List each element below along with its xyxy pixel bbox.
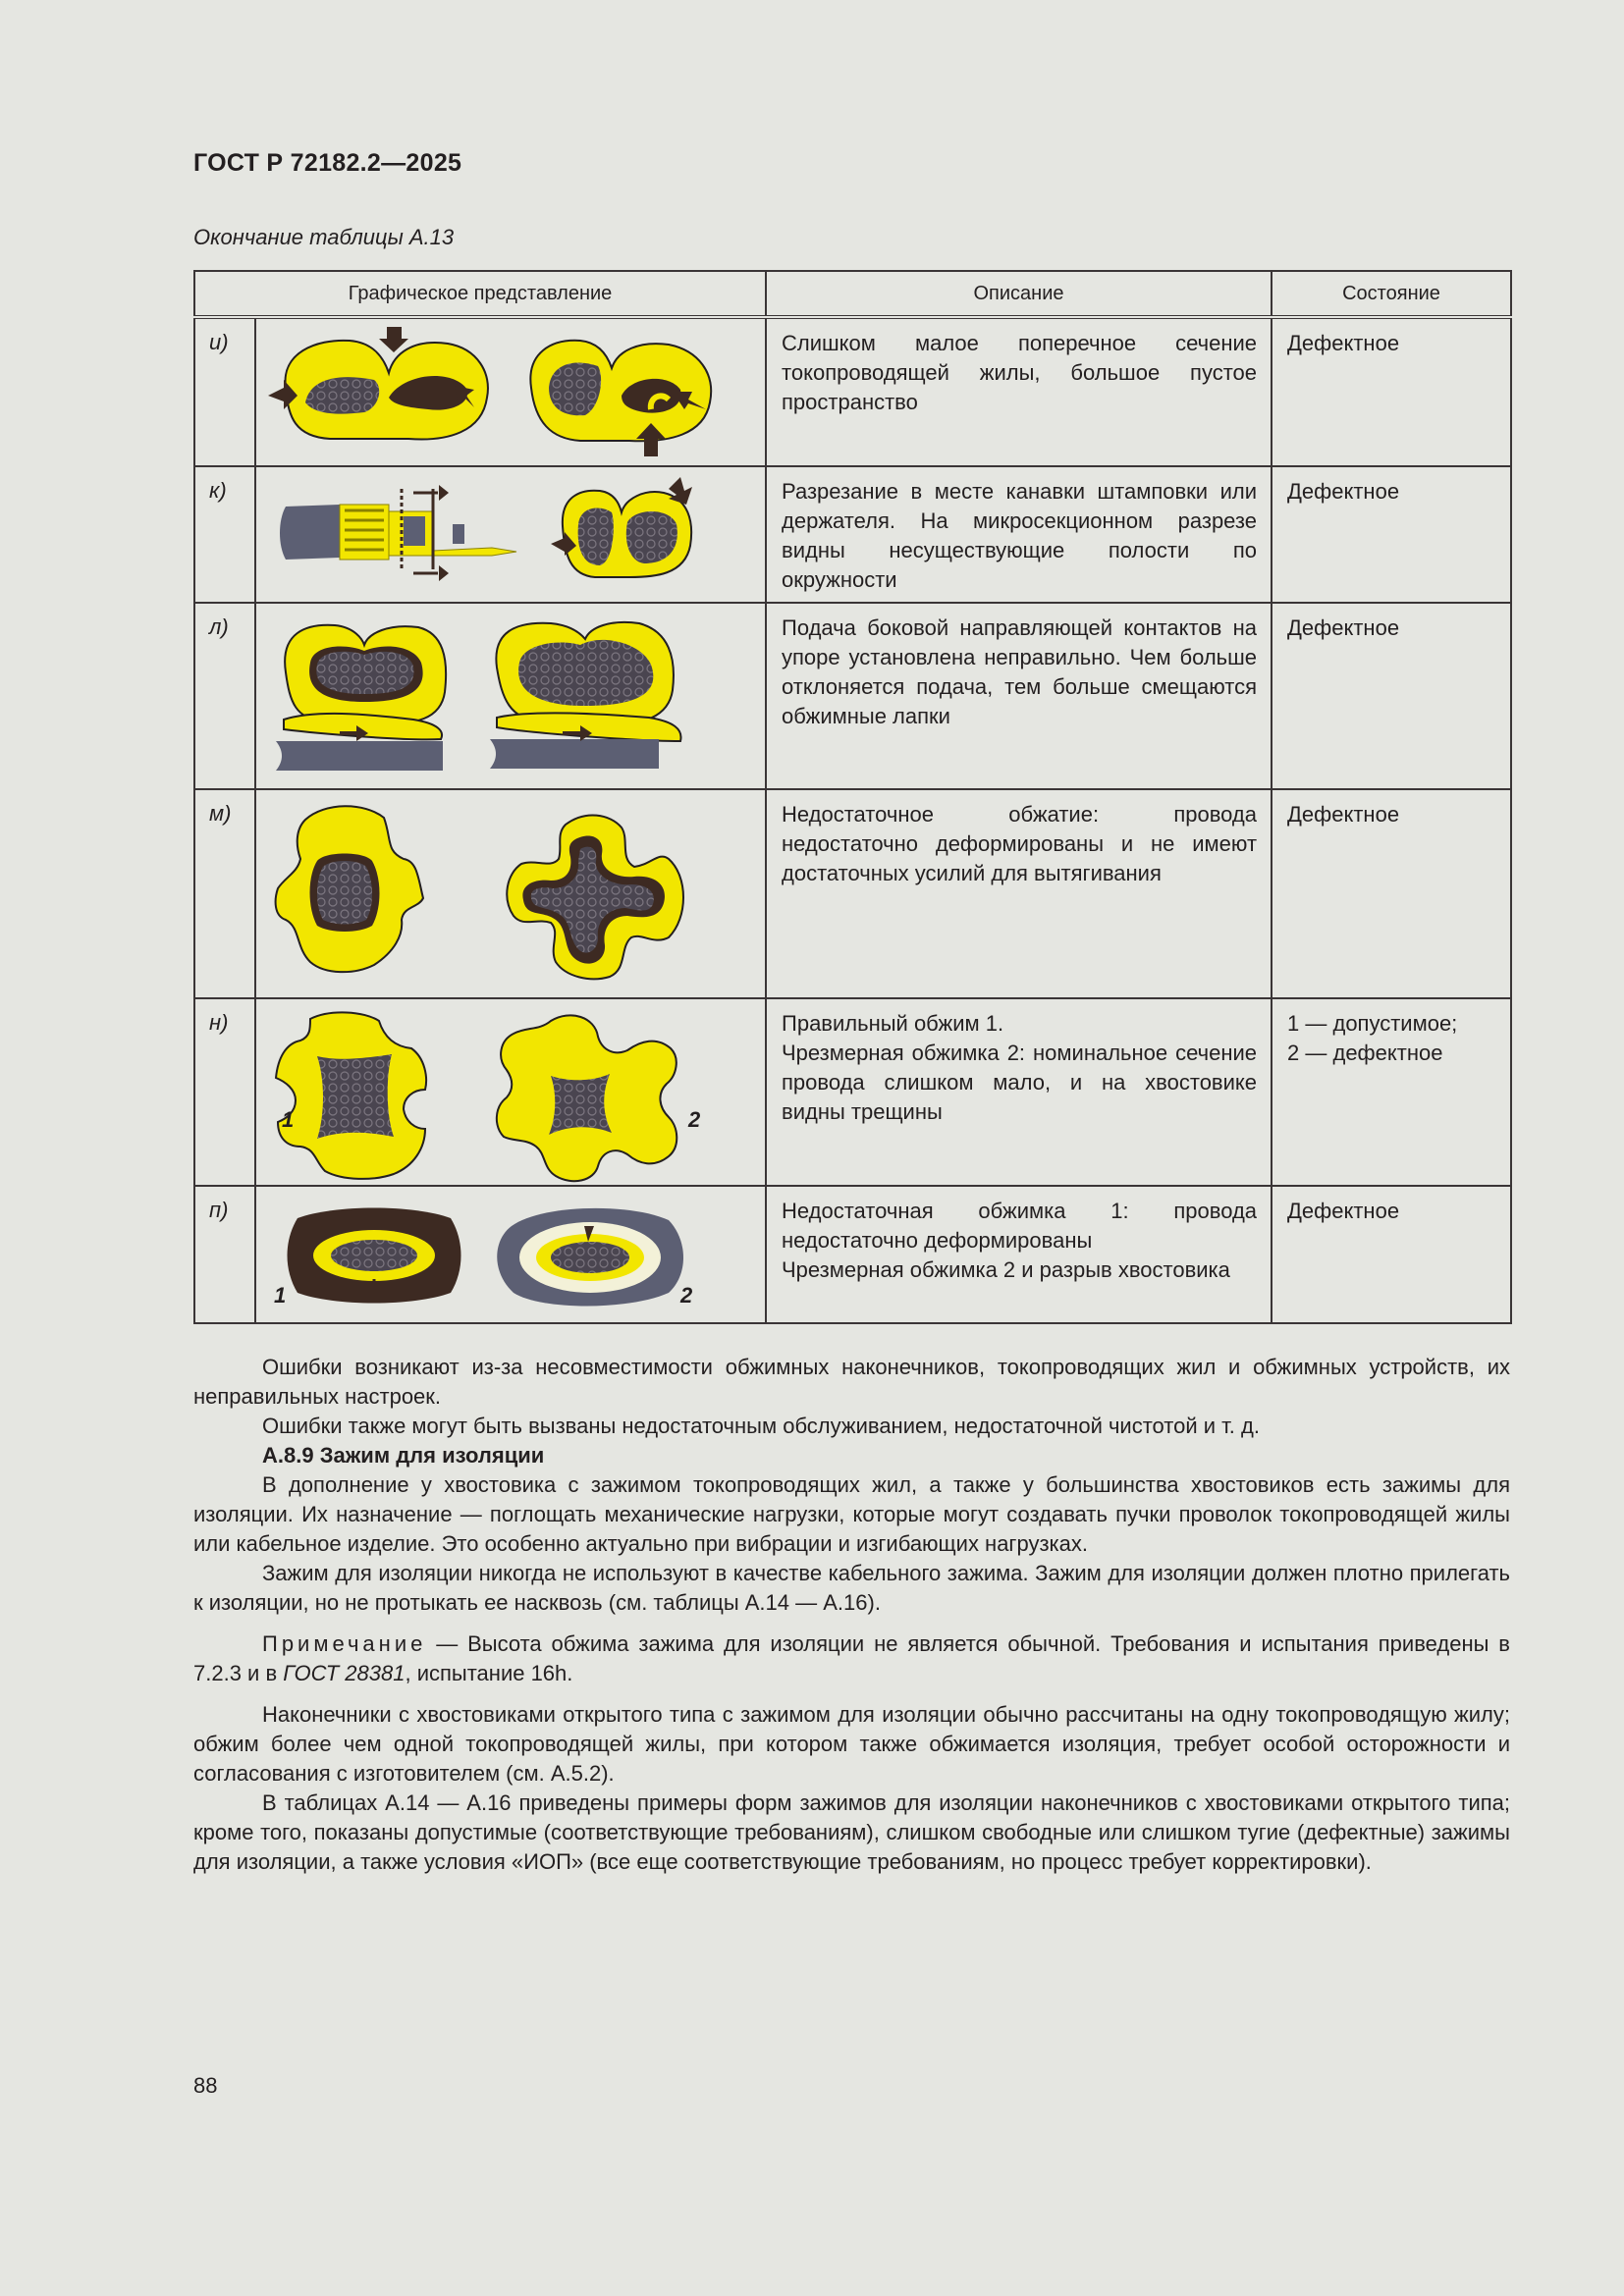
table-row bbox=[194, 998, 1511, 1186]
note bbox=[193, 1629, 1510, 1688]
figure-insufficient-vs-rupture bbox=[255, 1186, 766, 1323]
defects-table bbox=[193, 270, 1512, 1324]
row-state: Дефектное bbox=[1272, 603, 1511, 789]
figure-small-conductor bbox=[255, 317, 766, 466]
row-description: Подача боковой направляющей контактов на упоре установлена неправильно. Чем больше отклоняется подача, тем больше смещаются обжимные лапки bbox=[766, 603, 1272, 789]
table-row bbox=[194, 789, 1511, 998]
paragraph: В дополнение у хвостовика с зажимом токопроводящих жил, а также у большинства хвостовиков есть зажимы для изоляции. Их назначение — поглощать механические нагрузки, которые могут создавать пучки проволок токопроводящей жилы или кабельное изделие. Это особенно актуально при вибрации и изгибающих нагрузках. bbox=[193, 1472, 1510, 1556]
figure-correct-vs-excessive-drawing bbox=[256, 999, 763, 1183]
figure-wrong-feed-drawing bbox=[256, 604, 763, 786]
figure-small-conductor-drawing bbox=[256, 319, 763, 464]
row-description: Слишком малое поперечное сечение токопроводящей жилы, большое пустое пространство bbox=[766, 317, 1272, 466]
col-header-graphic: Графическое представление bbox=[194, 271, 766, 317]
row-state-line-2: 2 — дефектное bbox=[1287, 1041, 1443, 1065]
figure-label-1: 1 bbox=[274, 1283, 287, 1308]
row-state bbox=[1272, 998, 1511, 1186]
col-header-state: Состояние bbox=[1272, 271, 1511, 317]
row-description bbox=[766, 998, 1272, 1186]
figure-label-1: 1 bbox=[282, 1107, 295, 1132]
row-label: п) bbox=[194, 1186, 255, 1323]
page-number: 88 bbox=[193, 2073, 218, 2098]
figure-insufficient-crimp-drawing bbox=[256, 790, 763, 995]
section-heading: А.8.9 Зажим для изоляции bbox=[262, 1443, 545, 1468]
row-label: к) bbox=[194, 466, 255, 603]
body-text bbox=[193, 1353, 1510, 1877]
document-header: ГОСТ Р 72182.2—2025 bbox=[193, 149, 462, 177]
paragraph: Наконечники с хвостовиками открытого типа с зажимом для изоляции обычно рассчитаны на одну токопроводящую жилу; обжим более чем одной токопроводящей жилы, при котором также обжимается изоляция, требует особой осторожности и согласования с изготовителем (см. А.5.2). bbox=[193, 1702, 1510, 1786]
figure-label-2: 2 bbox=[688, 1107, 701, 1132]
table-header-row bbox=[194, 271, 1511, 317]
note-text-end: , испытание 16h. bbox=[405, 1661, 573, 1685]
row-description: Разрезание в месте канавки штамповки или держателя. На микросекционном разрезе видны несуществующие полости по окружности bbox=[766, 466, 1272, 603]
figure-label-2: 2 bbox=[680, 1283, 693, 1308]
row-state: Дефектное bbox=[1272, 1186, 1511, 1323]
figure-cut-at-groove bbox=[255, 466, 766, 603]
table-row bbox=[194, 1186, 1511, 1323]
row-label: л) bbox=[194, 603, 255, 789]
row-state: Дефектное bbox=[1272, 317, 1511, 466]
paragraph: Ошибки возникают из-за несовместимости обжимных наконечников, токопроводящих жил и обжимных устройств, их неправильных настроек. bbox=[193, 1355, 1510, 1409]
note-label: Примечание bbox=[262, 1631, 427, 1656]
table-row bbox=[194, 603, 1511, 789]
row-state: Дефектное bbox=[1272, 789, 1511, 998]
col-header-description: Описание bbox=[766, 271, 1272, 317]
figure-insufficient-crimp bbox=[255, 789, 766, 998]
table-row bbox=[194, 466, 1511, 603]
figure-cut-at-groove-drawing bbox=[256, 467, 763, 600]
row-state: Дефектное bbox=[1272, 466, 1511, 603]
table-row bbox=[194, 317, 1511, 466]
table-caption: Окончание таблицы А.13 bbox=[193, 225, 455, 249]
row-description bbox=[766, 1186, 1272, 1323]
note-text: — Высота обжима зажима для изоляции не является обычной. Требования и испытания приведены в 7.2.3 и в bbox=[193, 1631, 1510, 1685]
paragraph: Ошибки также могут быть вызваны недостаточным обслуживанием, недостаточной чистотой и т. д. bbox=[262, 1414, 1260, 1438]
row-description-line-2: Чрезмерная обжимка 2 и разрыв хвостовика bbox=[782, 1257, 1230, 1282]
figure-wrong-feed bbox=[255, 603, 766, 789]
row-description-line-1: Недостаточная обжимка 1: провода недостаточно деформированы bbox=[782, 1199, 1258, 1253]
row-state-line-1: 1 — допустимое; bbox=[1287, 1011, 1458, 1036]
row-label: н) bbox=[194, 998, 255, 1186]
figure-correct-vs-excessive bbox=[255, 998, 766, 1186]
row-label: и) bbox=[194, 317, 255, 466]
paragraph: В таблицах А.14 — А.16 приведены примеры форм зажимов для изоляции наконечников с хвостовиками открытого типа; кроме того, показаны допустимые (соответствующие требованиям), слишком свободные или слишком тугие (дефектные) зажимы для изоляции, а также условия «ИОП» (все еще соответствующие требованиям, но процесс требует корректировки). bbox=[193, 1790, 1510, 1874]
row-label: м) bbox=[194, 789, 255, 998]
row-description: Недостаточное обжатие: провода недостаточно деформированы и не имеют достаточных усилий для вытягивания bbox=[766, 789, 1272, 998]
paragraph: Зажим для изоляции никогда не используют в качестве кабельного зажима. Зажим для изоляции должен плотно прилегать к изоляции, но не протыкать ее насквозь (см. таблицы А.14 — А.16). bbox=[193, 1561, 1510, 1615]
note-reference: ГОСТ 28381 bbox=[283, 1661, 406, 1685]
figure-insufficient-vs-rupture-drawing bbox=[256, 1187, 763, 1320]
row-description-line-2: Чрезмерная обжимка 2: номинальное сечение провода слишком мало, и на хвостовике видны трещины bbox=[782, 1041, 1258, 1124]
row-description-line-1: Правильный обжим 1. bbox=[782, 1011, 1004, 1036]
